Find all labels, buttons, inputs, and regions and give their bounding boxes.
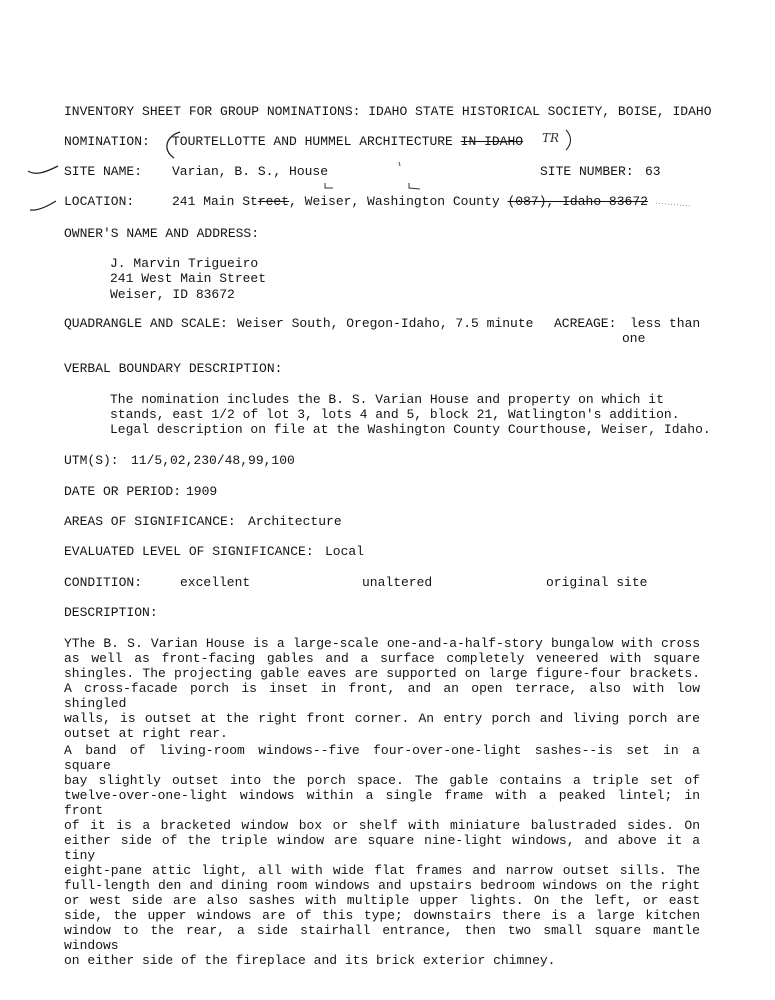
date-value: 1909 [186, 484, 218, 499]
text-line: side, the upper windows are of this type; downstairs there is a large kitchen [64, 908, 700, 923]
tick-mark [325, 183, 333, 188]
site-number-value: 63 [645, 164, 661, 179]
nomination-label: NOMINATION: [64, 134, 150, 149]
text-line: full-length den and dining room windows and upstairs bedroom windows on the right [64, 878, 700, 893]
location-street: 241 Main St [172, 194, 258, 209]
text-line: or west side are also sashes with multiple upper lights. On the left, or east [64, 893, 700, 908]
acreage-value-cont: one [622, 331, 646, 346]
owner-street: 241 West Main Street [110, 271, 267, 286]
nomination-handwritten-note: TR [542, 131, 560, 145]
text-line: as well as front-facing gables and a surface completely veneered with square [64, 651, 700, 666]
location-dotted-tail [656, 203, 690, 206]
owner-city: Weiser, ID 83672 [110, 287, 235, 302]
site-check-mark [28, 166, 58, 173]
owner-name: J. Marvin Trigueiro [110, 256, 259, 271]
text-line: YThe B. S. Varian House is a large-scale one-and-a-half-story bungalow with cross [64, 636, 700, 651]
quadrangle-value: Weiser South, Oregon-Idaho, 7.5 minute [237, 316, 534, 331]
boundary-line: stands, east 1/2 of lot 3, lots 4 and 5, block 21, Watlington's addition. [110, 407, 680, 422]
location-city-county: , Weiser, Washington County [289, 194, 500, 209]
header-title: INVENTORY SHEET FOR GROUP NOMINATIONS: IDAHO STATE HISTORICAL SOCIETY, BOISE, IDAHO [64, 104, 712, 119]
text-line: outset at right rear. [64, 726, 228, 741]
text-line: A band of living-room windows--five four-over-one-light sashes--is set in a square [64, 743, 700, 773]
text-line: shingles. The projecting gable eaves are supported on large figure-four brackets. [64, 666, 700, 681]
text-line: bay slightly outset into the porch space. The gable contains a triple set of [64, 773, 700, 788]
location-street-struck: reet [257, 194, 290, 209]
site-number-label: SITE NUMBER: [540, 164, 634, 179]
text-line: of it is a bracketed window box or shelf with miniature balustraded sides. On [64, 818, 700, 833]
text-line: A cross-facade porch is inset in front, and an open terrace, also with low shingled [64, 681, 700, 711]
boundary-line: The nomination includes the B. S. Varian House and property on which it [110, 392, 664, 407]
text-line: either side of the triple window are square nine-light windows, and above it a tiny [64, 833, 700, 863]
boundary-label: VERBAL BOUNDARY DESCRIPTION: [64, 361, 283, 376]
areas-label: AREAS OF SIGNIFICANCE: [64, 514, 236, 529]
condition-original-site: original site [546, 575, 648, 590]
text-line: eight-pane attic light, all with wide flat frames and narrow outset sills. The [64, 863, 700, 878]
owner-label: OWNER'S NAME AND ADDRESS: [64, 226, 260, 241]
tick-mark [409, 183, 420, 189]
location-struck-tail: (087), Idaho 83672 [507, 194, 648, 209]
condition-excellent: excellent [180, 575, 251, 590]
nomination-bracket-mark [167, 132, 180, 158]
boundary-line: Legal description on file at the Washington County Courthouse, Weiser, Idaho. [110, 422, 711, 437]
nomination-close-bracket-mark [566, 130, 571, 150]
utm-value: 11/5,02,230/48,99,100 [131, 453, 295, 468]
location-label: LOCATION: [64, 194, 135, 209]
nomination-title: TOURTELLOTTE AND HUMMEL ARCHITECTURE [172, 134, 453, 149]
condition-label: CONDITION: [64, 575, 143, 590]
description-label: DESCRIPTION: [64, 605, 158, 620]
nomination-struck-text: IN IDAHO [460, 134, 524, 149]
quadrangle-label: QUADRANGLE AND SCALE: [64, 316, 228, 331]
text-line: walls, is outset at the right front corner. An entry porch and living porch are [64, 711, 700, 726]
text-line: twelve-over-one-light windows within a single frame with a peaked lintel; in front [64, 788, 700, 818]
text-line: window to the rear, a side stairhall entrance, then two small square mantle windows [64, 923, 700, 953]
condition-unaltered: unaltered [362, 575, 433, 590]
tick-mark [399, 162, 400, 166]
date-label: DATE OR PERIOD: [64, 484, 182, 499]
text-line: on either side of the fireplace and its brick exterior chimney. [64, 953, 556, 968]
location-check-mark [30, 201, 56, 210]
site-name-label: SITE NAME: [64, 164, 143, 179]
site-name-value: Varian, B. S., House [172, 164, 329, 179]
level-value: Local [325, 544, 365, 559]
acreage-label: ACREAGE: [554, 316, 617, 331]
acreage-value: less than [630, 316, 701, 331]
level-label: EVALUATED LEVEL OF SIGNIFICANCE: [64, 544, 314, 559]
areas-value: Architecture [248, 514, 342, 529]
utm-label: UTM(S): [64, 453, 119, 468]
